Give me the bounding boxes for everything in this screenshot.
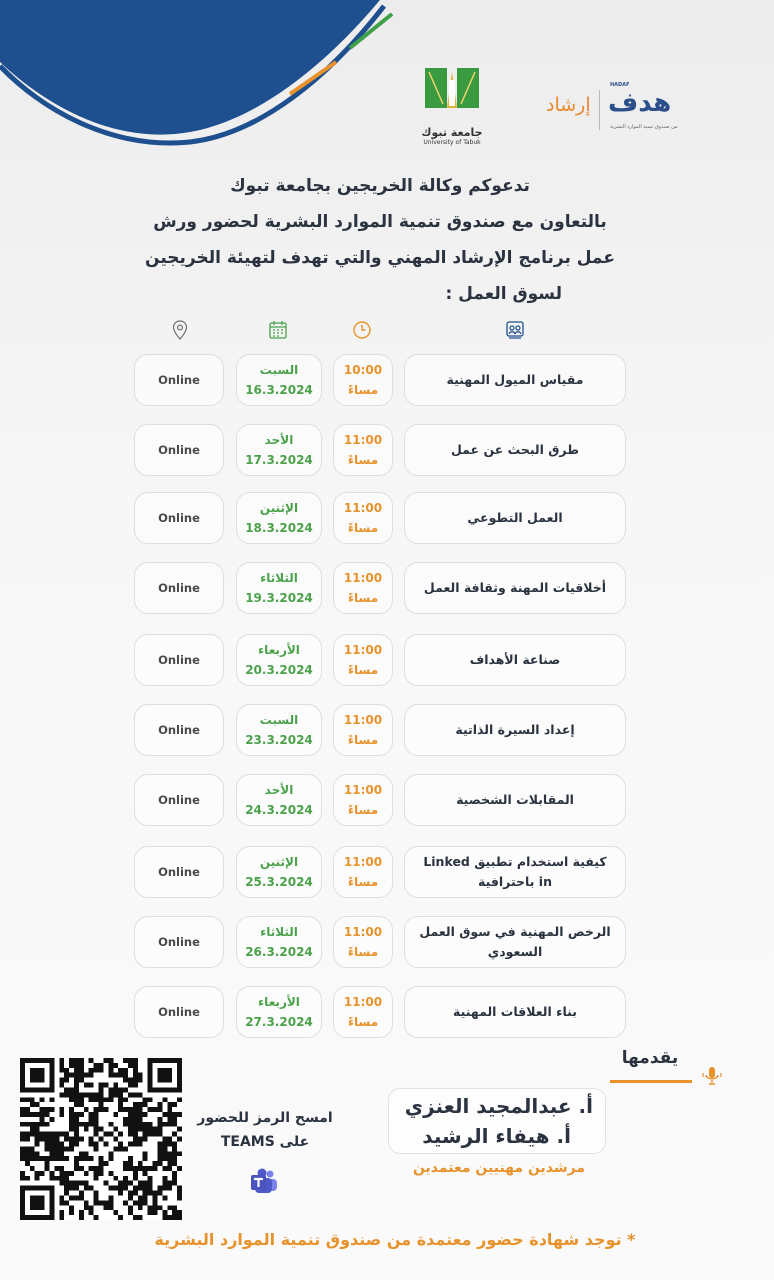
corner-decoration [0,0,420,180]
workshop-date-cell [236,916,322,968]
invite-line-4: لسوق العمل : [445,284,562,304]
workshop-mode: Online [158,793,200,807]
workshop-mode-cell [134,424,224,476]
workshop-title: بناء العلاقات المهنية [453,1004,577,1019]
workshop-date-cell [236,774,322,826]
clock-icon [352,320,372,340]
workshop-title-cell [404,424,626,476]
workshop-date-cell [236,634,322,686]
workshop-day: الأحد [264,783,294,797]
workshop-period: مساءً [347,663,379,677]
workshop-time-cell [333,354,393,406]
presenter-name: أ. عبدالمجيد العنزي [404,1094,593,1118]
workshop-time: 11:00 [343,571,383,585]
workshop-title: كيفية استخدام تطبيق Linked in باحترافية [423,854,607,889]
workshop-title-cell [404,354,626,406]
workshop-mode-cell [134,774,224,826]
workshop-title-cell [404,634,626,686]
workshop-time: 11:00 [343,783,383,797]
workshop-time-cell [333,704,393,756]
workshop-time: 11:00 [343,501,383,515]
workshop-day: السبت [259,713,299,727]
workshop-date: 25.3.2024 [245,875,313,889]
workshop-day: السبت [259,363,299,377]
certified-mentors: مرشدين مهنيين معتمدين [412,1160,586,1176]
workshop-day: الأربعاء [258,995,300,1009]
workshop-mode-cell [134,492,224,544]
workshop-period: مساءً [347,875,379,889]
irshad-label: إرشاد [546,94,591,116]
workshop-day: الإثنين [259,855,299,869]
workshop-title: صناعة الأهداف [469,652,561,667]
university-name-ar: جامعة تبوك [421,126,483,139]
hadaf-subtitle: من صندوق تنمية الموارد البشرية [610,124,678,130]
workshop-date: 24.3.2024 [245,803,313,817]
workshop-date: 26.3.2024 [245,945,313,959]
workshop-period: مساءً [347,453,379,467]
workshop-time-cell [333,846,393,898]
workshop-time: 11:00 [343,855,383,869]
workshop-title: مقياس الميول المهنية [446,372,584,387]
university-name-en: University of Tabuk [423,139,481,146]
workshop-time-cell [333,986,393,1038]
workshop-period: مساءً [347,803,379,817]
workshop-period: مساءً [347,1015,379,1029]
scan-instructions [190,1106,340,1154]
workshop-title-cell [404,492,626,544]
workshop-mode-cell [134,846,224,898]
workshop-date: 18.3.2024 [245,521,313,535]
workshop-mode-cell [134,916,224,968]
workshop-mode: Online [158,443,200,457]
presenters-title: يقدمها [621,1048,679,1068]
workshop-mode: Online [158,723,200,737]
workshop-title: طرق البحث عن عمل [451,442,579,457]
hadaf-name: هدف [608,88,672,118]
workshop-title-cell [404,774,626,826]
scan-line-2: على TEAMS [220,1134,310,1150]
scan-line-1: امسح الرمز للحضور [197,1110,333,1126]
university-emblem-icon [421,62,483,120]
workshop-mode: Online [158,935,200,949]
workshop-period: مساءً [347,733,379,747]
workshop-date: 16.3.2024 [245,383,313,397]
workshop-time-cell [333,774,393,826]
workshop-time-cell [333,916,393,968]
workshop-mode-cell [134,704,224,756]
workshop-date-cell [236,562,322,614]
workshop-time: 11:00 [343,433,383,447]
workshop-mode-cell [134,986,224,1038]
workshop-mode: Online [158,581,200,595]
workshop-day: الأربعاء [258,643,300,657]
workshop-date-cell [236,846,322,898]
hadaf-logo [540,82,700,136]
qr-code[interactable] [20,1058,182,1220]
workshop-mode: Online [158,653,200,667]
workshop-title-cell [404,986,626,1038]
workshop-date: 17.3.2024 [245,453,313,467]
workshop-mode: Online [158,373,200,387]
workshop-day: الإثنين [259,501,299,515]
workshop-time-cell [333,492,393,544]
workshop-date: 20.3.2024 [245,663,313,677]
workshop-day: الثلاثاء [260,925,298,939]
workshop-mode: Online [158,1005,200,1019]
presenters-names [388,1088,606,1154]
workshop-date: 27.3.2024 [245,1015,313,1029]
workshop-time: 11:00 [343,713,383,727]
microphone-icon [700,1064,724,1088]
workshop-title: المقابلات الشخصية [456,792,574,807]
workshop-mode: Online [158,511,200,525]
workshop-title-cell [404,704,626,756]
presenter-name: أ. هيفاء الرشيد [422,1124,571,1148]
workshop-time: 11:00 [343,925,383,939]
location-icon [170,320,190,340]
workshop-day: الأحد [264,433,294,447]
workshop-mode-cell [134,634,224,686]
invite-line-1: تدعوكم وكالة الخريجين بجامعة تبوك [230,176,530,196]
workshop-title-cell [404,846,626,898]
workshop-time: 11:00 [343,995,383,1009]
workshop-period: مساءً [347,591,379,605]
certificate-note: * توجد شهادة حضور معتمدة من صندوق تنمية الموارد البشرية [154,1230,636,1249]
invitation-text [120,168,640,312]
workshop-title: العمل التطوعي [467,510,563,525]
workshop-date-cell [236,492,322,544]
presenters-underline [610,1080,692,1083]
workshop-period: مساءً [347,383,379,397]
university-logo [410,62,494,154]
workshop-title-cell [404,562,626,614]
logo-divider [599,90,600,130]
workshop-date-cell [236,354,322,406]
workshop-date: 19.3.2024 [245,591,313,605]
workshop-period: مساءً [347,945,379,959]
workshop-date: 23.3.2024 [245,733,313,747]
hadaf-tag: HADAF [610,82,630,88]
workshop-time: 11:00 [343,643,383,657]
workshop-date-cell [236,986,322,1038]
workshop-mode-cell [134,562,224,614]
workshop-time: 10:00 [343,363,383,377]
workshop-title-cell [404,916,626,968]
workshop-title: أخلاقيات المهنة وثقافة العمل [423,580,607,595]
workshop-time-cell [333,424,393,476]
teams-icon[interactable] [248,1166,280,1198]
invite-line-2: بالتعاون مع صندوق تنمية الموارد البشرية لحضور ورش [153,212,607,232]
workshop-title: إعداد السيرة الذاتية [455,722,575,737]
workshop-title: الرخص المهنية في سوق العمل السعودي [419,924,611,959]
workshop-mode: Online [158,865,200,879]
workshop-mode-cell [134,354,224,406]
workshop-date-cell [236,424,322,476]
workshop-icon [505,320,525,340]
workshop-time-cell [333,634,393,686]
workshop-day: الثلاثاء [260,571,298,585]
workshop-period: مساءً [347,521,379,535]
calendar-icon [268,320,288,340]
workshop-date-cell [236,704,322,756]
invite-line-3: عمل برنامج الإرشاد المهني والتي تهدف لتهيئة الخريجين [145,248,615,268]
workshop-time-cell [333,562,393,614]
